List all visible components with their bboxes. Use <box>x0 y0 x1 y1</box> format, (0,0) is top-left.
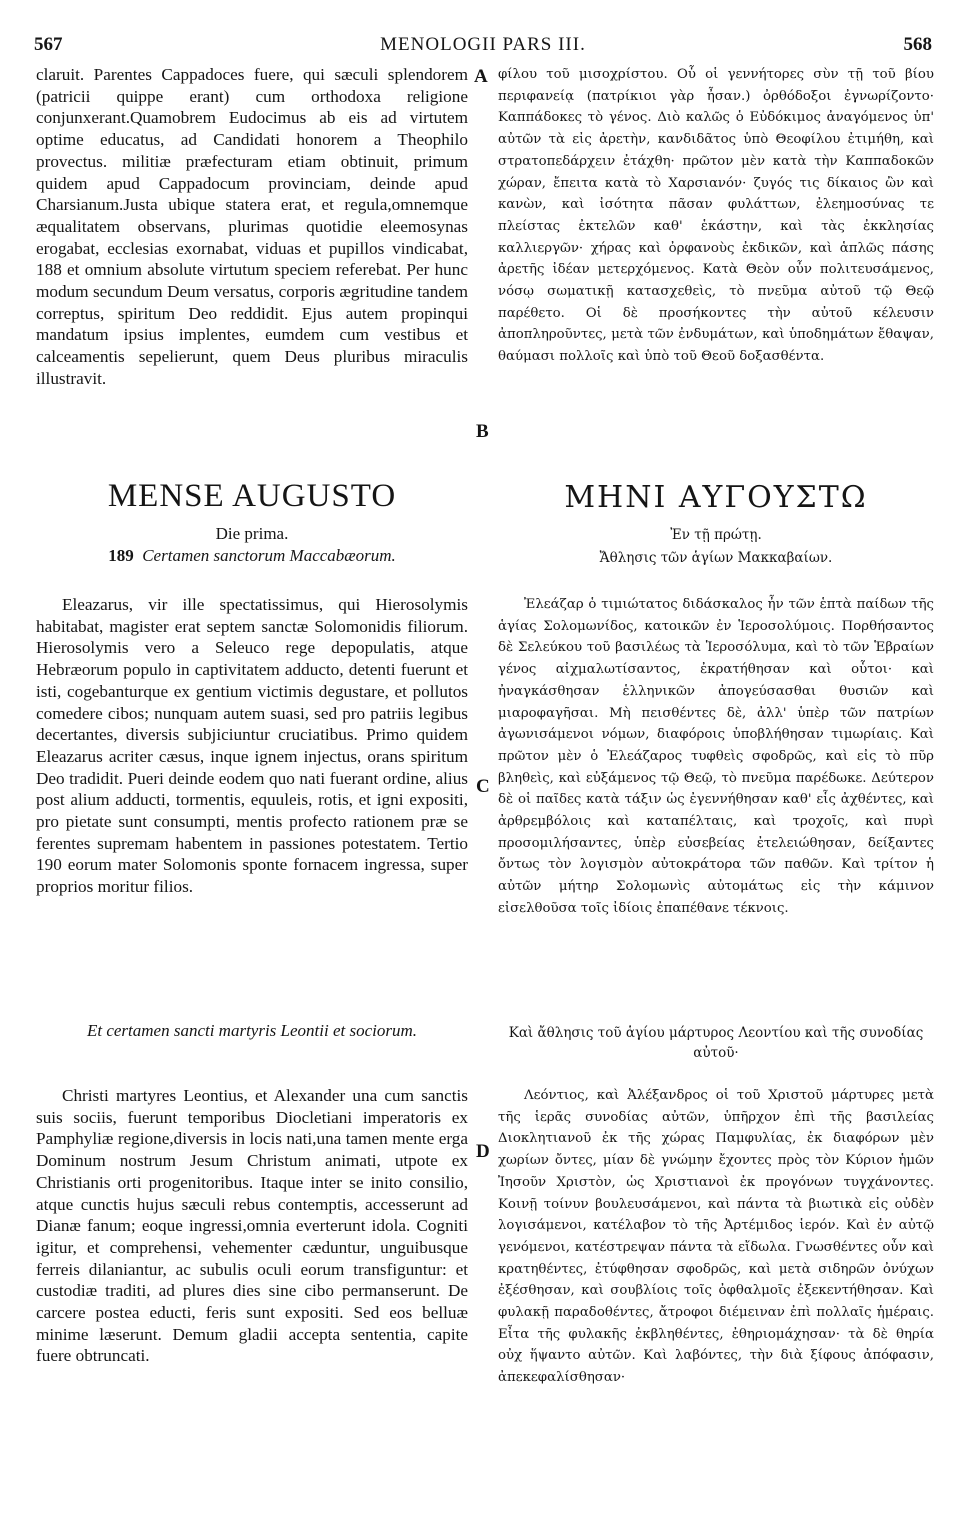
greek-day-heading: Ἐν τῇ πρώτῃ. <box>670 527 762 543</box>
latin-leontius-heading: Et certamen sancti martyris Leontii et sociorum. <box>86 1021 418 1040</box>
greek-column-maccabees <box>498 594 934 920</box>
running-title: MENOLOGII PARS III. <box>380 34 586 55</box>
latin-column-maccabees <box>36 594 468 898</box>
greek-maccabees-text: Ἐλεάζαρ ὁ τιμιώτατος διδάσκαλος ἦν τῶν ἑπτὰ παίδων τῆς ἁγίας Σολομωνίδος, κατοικῶν ἐν Ἱεροσολύμοις. Πορθήσαντος δὲ Σελεύκου τοῦ βασιλέως τὰ Ἱεροσόλυμα, καὶ τὸ τῶν Ἑβραίων γένος αἰχμαλωτίσαντος, ἐκρατήθησαν καὶ οὗτοι· καὶ ἠναγκάσθησαν ἑλληνικῶν ἀπογεύσασθαι θυσιῶν καὶ μιαροφαγῆσαι. Μὴ πεισθέντες δὲ, ἀλλ' ὑπὲρ τῶν πατρίων ἀγωνισάμενοι νόμων, διαφόροις ὑποβλήθησαν τιμωρίαις. Καὶ πρῶτον μὲν ὁ Ἐλεάζαρος τυφθεὶς σφοδρῶς, καὶ εἰς τὸ πῦρ βληθεὶς, καὶ εὐξάμενος τῷ Θεῷ, τὸ πνεῦμα παρέδωκε. Δεύτερον δὲ οἱ παῖδες κατὰ τάξιν ὡς ἐγεννήθησαν καθ' εἷς ἀχθέντες, καὶ ἀρθρεμβόλοις καὶ καταπέλταις, καὶ τροχοῖς, καὶ πυρὶ προσομιλήσαντες, ὑπὲρ εὐσεβείας ἐτελειώθησαν, δείξαντες ὄντως τὸν λογισμὸν αὐτοκράτορα τῶν παθῶν. Καὶ τρίτον ἡ αὐτῶν μήτηρ Σολομωνὶς αὐτομάτως εἰς τὴν κάμινον εἰσελθοῦσα τοῖς ἰδίοις ἐπαπέθανε τέκνοις. <box>498 597 934 916</box>
greek-leontius-text: Λεόντιος, καὶ Ἀλέξανδρος οἱ τοῦ Χριστοῦ μάρτυρες μετὰ τῆς ἱερᾶς συνοδίας αὐτῶν, ὑπῆρχον ἐπὶ τῆς βασιλείας Διοκλητιανοῦ ἐκ τῆς χώρας Παμφυλίας, ἐκ διαφόρων μὲν χωρίων ὄντες, μίαν δὲ γνώμην ἔχοντες πρὸς τὸν Κύριον ἡμῶν Ἰησοῦν Χριστὸν, ὡς Χριστιανοὶ ἐκ προγόνων τυγχάνοντες. Κοινῇ τοίνυν βουλευσάμενοι, καὶ πάντα τὰ βιωτικὰ εἰς οὐδὲν λογισάμενοι, κατέλαβον τὸ τῆς Ἀρτέμιδος ἱερόν. Καὶ ἐν αὐτῷ γενόμενοι, κατέστρεψαν πάντα τὰ εἴδωλα. Γνωσθέντες οὖν καὶ κρατηθέντες, ἐτύφθησαν σφοδρῶς, καὶ μετὰ σιδηρῶν ὀνύχων ἐξέσθησαν, καὶ σουβλίοις τοῖς ὀφθαλμοῖς ἐξεκεντήθησαν. Καὶ φυλακῇ παραδοθέντες, ἄτροφοι διέμειναν ἐπὶ πολλαῖς ἡμέραις. Εἶτα τῆς φυλακῆς ἐκβληθέντες, ἐθηριομάχησαν· τὰ δὲ θηρία οὐχ ἥψαντο αὐτῶν. Καὶ λαβόντες, τὴν διὰ ξίφους ἀπόφασιν, ἀπεκεφαλίσθησαν· <box>498 1088 934 1386</box>
margin-letter-c: C <box>476 776 490 797</box>
latin-leontius-text: Christi martyres Leontius, et Alexander una cum sanctis suis sociis, fuerunt temporibus Diocletiani imperatoris ex Pamphyliæ regione,diversis in locis nati,una tamen mente erga Dominum nostrum Jesum Christum animati, utpote ex Christianis orti progenitoribus. Itaque inter se inito consilio, atque cunctis hujus sæculi rebus contemptis, accesserunt ad Dianæ fanum; eoque ingressi,omnia everterunt idola. Cogniti igitur, et comprehensi, vehementer cæduntur, unguibusque ferreis dilaniantur, ac subulis oculi eorum transfiguntur: et custodiæ traditi, ad plures dies sine cibo permanserunt. De carcere postea educti, feris sunt expositi. Sed eos belluæ minime læserunt. Demum gladii accepta sententia, capite fuere obtruncati. <box>36 1086 468 1366</box>
latin-feast-heading <box>36 546 468 566</box>
greek-feast-heading: Ἄθλησις τῶν ἁγίων Μακκαβαίων. <box>599 550 833 566</box>
feast-number: 189 <box>108 546 134 565</box>
margin-letter-d: D <box>476 1141 490 1162</box>
latin-month-title: MENSE AUGUSTO <box>107 478 397 514</box>
greek-column-leontius <box>498 1085 934 1389</box>
latin-column-top <box>36 64 468 390</box>
latin-column-leontius <box>36 1085 468 1367</box>
page-number-right: 568 <box>903 34 932 55</box>
greek-month-title: ΜΗΝΙ ΑΥΓΟΥΣΤΩ <box>564 480 868 515</box>
latin-day-heading: Die prima. <box>215 524 289 543</box>
greek-eudocimus-text: φίλου τοῦ μισοχρίστου. Οὗ οἱ γεννήτορες σὺν τῇ τοῦ βίου περιφανείᾳ (πατρίκιοι γὰρ ἦσαν.) ὀρθόδοξοι ἐγνωρίζοντο· Καππάδοκες τὸ γένος. Διὸ καλῶς ὁ Εὐδόκιμος ἀναγόμενος ὑπ' αὐτῶν τὰ εἰς ἀρετὴν, κανδιδᾶτος ὑπὸ Θεοφίλου ἐτιμήθη, καὶ στρατοπεδάρχειν ἐτάχθη· πρῶτον μὲν κατὰ τὴν Καππαδοκῶν χώραν, ἔπειτα κατὰ τὸ Χαρσιανόν· ζυγός τις δίκαιος ὢν καὶ κανὼν, καὶ ἰσότητα πᾶσαν φυλάττων, ἐλεημοσύνας τε πλείστας ἐκτελῶν καθ' ἑκάστην, καὶ τὰς ἐκκλησίας καλλιεργῶν· χήρας καὶ ὀρφανοὺς ἐκδικῶν, καὶ ἁπλῶς πάσης ἀρετῆς ἰδέαν μετερχόμενος. Κατὰ Θεὸν οὖν πολιτευσάμενος, νόσῳ σωματικῇ κατασχεθεὶς, τὸ πνεῦμα αὐτοῦ τῷ Θεῷ παρέθετο. Οἱ δὲ προσήκοντες τὴν αὐτοῦ κέλευσιν ἀποπληροῦντες, μετὰ τῶν ἐνδυμάτων, καὶ ὑποδημάτων ἔθαψαν, θαύμασι πολλοῖς καὶ ὑπὸ τοῦ Θεοῦ δοξασθέντα. <box>498 67 934 365</box>
margin-letter-b: B <box>476 421 489 442</box>
latin-eudocimus-text: claruit. Parentes Cappadoces fuere, qui sæculi splendorem (patricii quippe erant) cum orthodoxa religione conjunxerant.Quamobrem Eudocimus ab eis ad virtutem optime educatus, ad Candidati honorem a Theophilo provectus. militiæ præfecturam etiam obtinuit, primum quidem apud Cappadocum provinciam, deinde apud Charsianum.Justa ubique statera erat, et regula,omnemque æqualitatem observans, plurimas quotidie eleemosynas erogabat, ecclesias exornabat, viduas et pupillos vindicabat, 188 et omnium absolute virtutum speciem referebat. Per hunc modum secundum Deum versatus, corporis ægritudine tandem correptus, spiritum Deo reddidit. Ejus autem propinqui mandatum ipsius implentes, eumdem cum vestibus et calceamentis sepelierunt, quem Deus pluribus miraculis illustravit. <box>36 65 468 388</box>
greek-leontius-heading: Καὶ ἄθλησις τοῦ ἁγίου μάρτυρος Λεοντίου καὶ τῆς συνοδίας αὐτοῦ· <box>508 1025 924 1061</box>
margin-letter-a: A <box>474 66 488 87</box>
latin-feast-title: Certamen sanctorum Maccabæorum. <box>142 546 396 565</box>
running-header <box>34 34 932 58</box>
greek-column-top <box>498 64 934 368</box>
latin-maccabees-text: Eleazarus, vir ille spectatissimus, qui Hierosolymis habitabat, magister erat septem sanctæ Solomonidis filiorum. Hierosolymis vero a Seleuco rege depopulatis, atque Hebræorum populo in captivitatem adducto, detenti fuerunt et isti, cogebanturque ex gentium victimis degustare, et pollutos comedere cibos; nunquam autem suasi, sed pro patriis legibus decertantes, diversis subjiciuntur cruciatibus. Primo quidem Eleazarus acriter cæsus, inque ignem injectus, orans spiritum Deo tradidit. Pueri deinde eodem quo nati fuerant ordine, alius post alium adducti, tormentis, equuleis, rotis, et igni expositi, pro pietate sunt consumpti, mentis profecto rationem præ se ferentes supremam habentem in passiones potestatem. Tertio 190 eorum mater Solomonis sponte fornacem ingressa, super proprios moritur filios. <box>36 595 468 897</box>
page-number-left: 567 <box>34 34 63 55</box>
